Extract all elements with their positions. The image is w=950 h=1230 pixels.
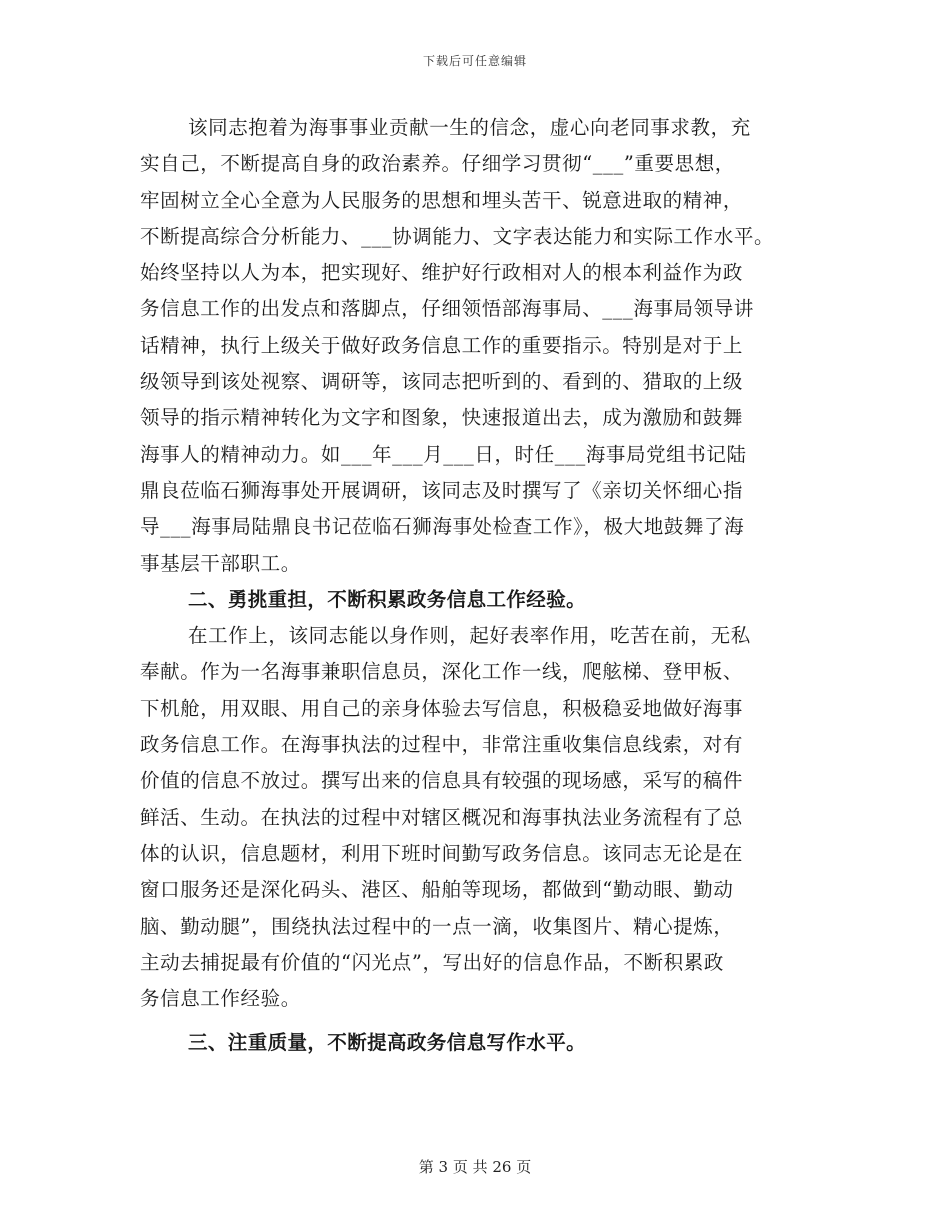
paragraph-line: 务信息工作的出发点和落脚点，仔细领悟部海事局、___海事局领导讲	[140, 297, 754, 321]
paragraph-line: 主动去捕捉最有价值的“闪光点”，写出好的信息作品，不断积累政	[140, 950, 724, 974]
paragraph-line: 事基层干部职工。	[140, 551, 301, 575]
paragraph-line: 不断提高综合分析能力、___协调能力、文字表达能力和实际工作水平。	[140, 224, 775, 248]
document-body	[140, 110, 820, 1062]
paragraph-line: 领导的指示精神转化为文字和图象，快速报道出去，成为激励和鼓舞	[140, 406, 744, 430]
paragraph-line: 鲜活、生动。在执法的过程中对辖区概况和海事执法业务流程有了总	[140, 805, 744, 829]
paragraph-line: 海事人的精神动力。如___年___月___日，时任___海事局党组书记陆	[140, 442, 747, 466]
page-footer: 第 3 页 共 26 页	[418, 1158, 532, 1176]
paragraph-line: 窗口服务还是深化码头、港区、船舶等现场，都做到“勤动眼、勤动	[140, 878, 734, 902]
paragraph-line: 导___海事局陆鼎良书记莅临石狮海事处检查工作》，极大地鼓舞了海	[140, 515, 745, 539]
paragraph-line: 脑、勤动腿”，围绕执法过程中的一点一滴，收集图片、精心提炼，	[140, 914, 734, 938]
paragraph-line: 下机舱，用双眼、用自己的亲身体验去写信息，积极稳妥地做好海事	[140, 696, 744, 720]
paragraph-line: 话精神，执行上级关于做好政务信息工作的重要指示。特别是对于上	[140, 333, 744, 357]
paragraph-line: 价值的信息不放过。撰写出来的信息具有较强的现场感，采写的稿件	[140, 769, 744, 793]
paragraph-line: 政务信息工作。在海事执法的过程中，非常注重收集信息线索，对有	[140, 733, 744, 757]
paragraph-line: 牢固树立全心全意为人民服务的思想和埋头苦干、锐意进取的精神，	[140, 188, 744, 212]
section-heading-3: 三、注重质量，不断提高政务信息写作水平。	[188, 1031, 587, 1055]
paragraph-line: 始终坚持以人为本，把实现好、维护好行政相对人的根本利益作为政	[140, 261, 744, 285]
paragraph-line: 该同志抱着为海事事业贡献一生的信念，虚心向老同事求教，充	[188, 116, 751, 139]
paragraph-line: 务信息工作经验。	[140, 987, 301, 1011]
paragraph-line: 实自己，不断提高自身的政治素养。仔细学习贯彻“___”重要思想，	[140, 152, 735, 176]
paragraph-line: 奉献。作为一名海事兼职信息员，深化工作一线，爬舷梯、登甲板、	[140, 660, 744, 684]
paragraph-line: 在工作上，该同志能以身作则，起好表率作用，吃苦在前，无私	[188, 624, 751, 648]
paragraph-line: 鼎良莅临石狮海事处开展调研，该同志及时撰写了《亲切关怀细心指	[140, 478, 744, 502]
section-heading-2: 二、勇挑重担，不断积累政务信息工作经验。	[188, 587, 587, 611]
page-header: 下载后可任意编辑	[422, 54, 527, 68]
paragraph-line: 体的认识，信息题材，利用下班时间勤写政务信息。该同志无论是在	[140, 841, 744, 865]
paragraph-line: 级领导到该处视察、调研等，该同志把听到的、看到的、猎取的上级	[140, 370, 744, 394]
